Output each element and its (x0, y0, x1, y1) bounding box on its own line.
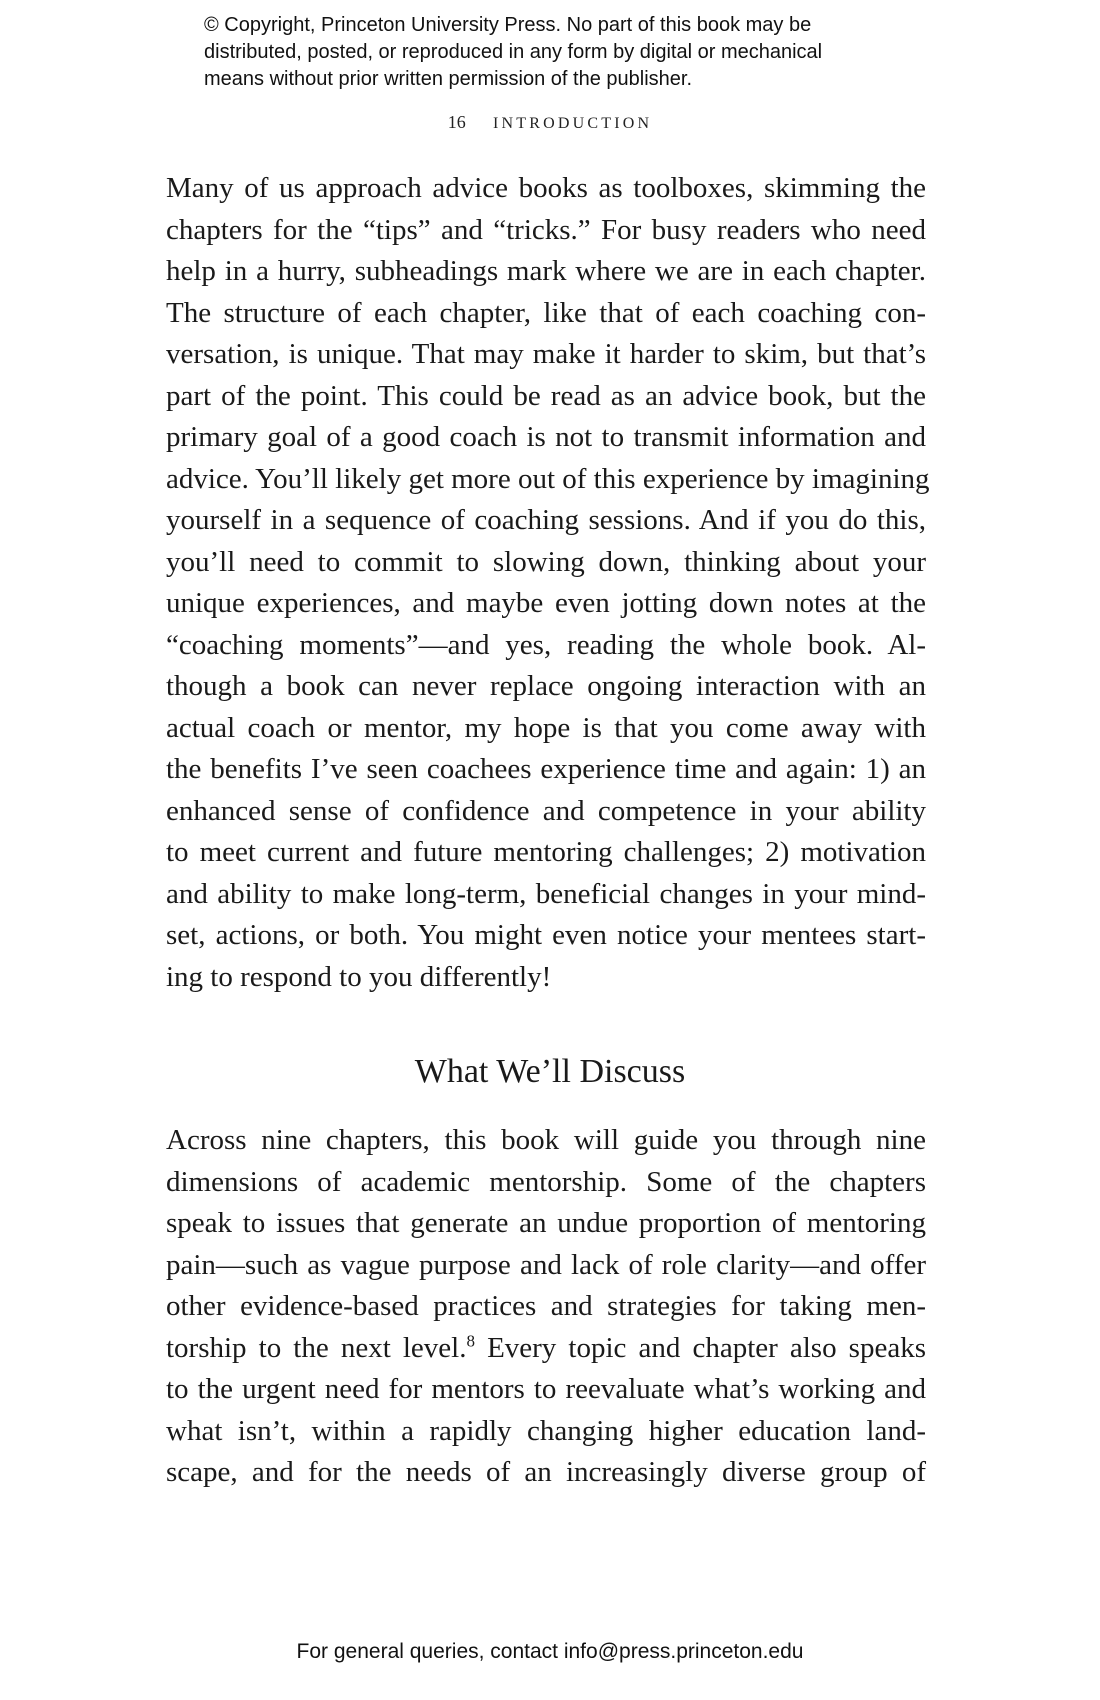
section-heading: What We’ll Discuss (414, 1053, 686, 1090)
text-segment: Every topic and chapter also speaks (474, 1331, 926, 1364)
text-line: dimensions of academic mentorship. Some of the chapters (166, 1165, 926, 1198)
text-line: help in a hurry, subheadings mark where we are in each chapter. (166, 255, 926, 287)
text-line: ing to respond to you differently! (166, 960, 552, 993)
text-line: enhanced sense of confidence and competence in your ability (166, 794, 926, 827)
body-paragraph-1 (166, 168, 930, 998)
text-line: The structure of each chapter, like that of each coaching con- (166, 296, 926, 329)
text-line: though a book can never replace ongoing interaction with an (166, 670, 926, 702)
text-line: speak to issues that generate an undue proportion of mentoring (166, 1207, 926, 1239)
text-line: actual coach or mentor, my hope is that you come away with (166, 711, 926, 744)
text-line: versation, is unique. That may make it harder to skim, but that’s (166, 338, 926, 370)
text-line: what isn’t, within a rapidly changing higher education land- (166, 1414, 926, 1447)
copyright-line: © Copyright, Princeton University Press. No part of this book may be (204, 14, 812, 36)
text-line: other evidence-based practices and strategies for taking men- (166, 1290, 926, 1322)
text-line: the benefits I’ve seen coachees experience time and again: 1) an (166, 753, 926, 785)
text-line: and ability to make long-term, beneficial changes in your mind- (166, 877, 926, 910)
text-line: advice. You’ll likely get more out of this experience by imagining (166, 462, 930, 495)
footer-contact: For general queries, contact info@press.princeton.edu (296, 1640, 804, 1663)
text-line: Across nine chapters, this book will guide you through nine (166, 1124, 926, 1156)
section-title: INTRODUCTION (492, 115, 653, 132)
page-number: 16 (447, 112, 466, 132)
text-line: primary goal of a good coach is not to transmit information and (166, 421, 926, 453)
text-line: yourself in a sequence of coaching sessions. And if you do this, (166, 504, 926, 536)
footnote-reference[interactable]: 8 (466, 1330, 475, 1350)
text-segment: torship to the next level. (166, 1331, 467, 1364)
running-head (0, 112, 1100, 133)
text-line: Many of us approach advice books as toolboxes, skimming the (166, 172, 926, 204)
text-line: pain—such as vague purpose and lack of role clarity—and offer (166, 1248, 926, 1281)
text-line-with-footnote (166, 1328, 926, 1370)
text-line: to meet current and future mentoring challenges; 2) motivation (166, 836, 926, 868)
text-line: to the urgent need for mentors to reevaluate what’s working and (166, 1373, 926, 1405)
text-line: chapters for the “tips” and “tricks.” For busy readers who need (166, 213, 926, 246)
text-line: set, actions, or both. You might even notice your mentees start- (166, 919, 926, 951)
text-line: you’ll need to commit to slowing down, thinking about your (166, 545, 926, 578)
copyright-line: means without prior written permission of the publisher. (204, 68, 693, 90)
text-line: part of the point. This could be read as an advice book, but the (166, 379, 926, 412)
copyright-line: distributed, posted, or reproduced in any form by digital or mechanical (204, 41, 823, 63)
copyright-notice (204, 12, 924, 93)
text-line: scape, and for the needs of an increasingly diverse group of (166, 1456, 926, 1488)
text-line: “coaching moments”—and yes, reading the whole book. Al- (166, 628, 926, 661)
body-paragraph-2 (166, 1120, 926, 1494)
text-line: unique experiences, and maybe even jotting down notes at the (166, 587, 926, 619)
